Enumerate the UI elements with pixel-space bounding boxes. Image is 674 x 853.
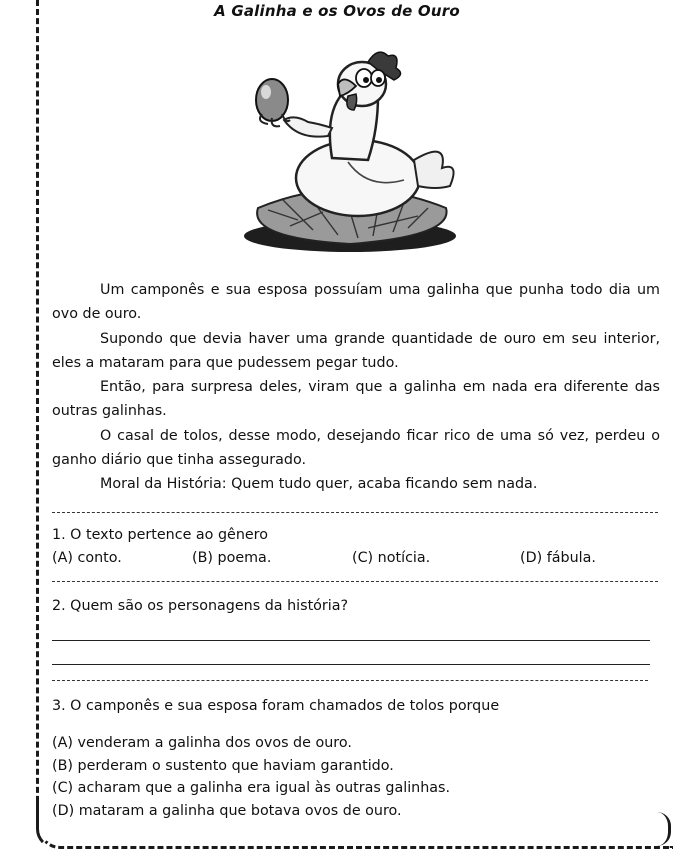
q3-option-c[interactable]: (C) acharam que a galinha era igual às outras galinhas. — [52, 780, 451, 796]
section-separator — [52, 680, 648, 681]
section-separator — [52, 512, 658, 513]
question-3-options — [52, 732, 450, 822]
q3-option-b[interactable]: (B) perderam o sustento que haviam garantido. — [52, 757, 394, 774]
q1-option-d[interactable]: (D) fábula. — [520, 550, 596, 566]
q3-option-d[interactable]: (D) mataram a galinha que botava ovos de ouro. — [52, 802, 402, 819]
q3-option-a[interactable]: (A) venderam a galinha dos ovos de ouro. — [52, 735, 352, 751]
story-paragraph: Então, para surpresa deles, viram que a galinha em nada era diferente das outras galinhas. — [52, 379, 660, 420]
question-1: 1. O texto pertence ao gênero — [52, 527, 268, 543]
question-3: 3. O camponês e sua esposa foram chamados de tolos porque — [52, 698, 500, 714]
q1-option-a[interactable]: (A) conto. — [52, 550, 122, 566]
hen-on-nest-holding-golden-egg-icon — [228, 40, 472, 256]
q1-option-c[interactable]: (C) notícia. — [352, 550, 431, 566]
page-title: A Galinha e os Ovos de Ouro — [214, 2, 460, 20]
page-border-left — [36, 0, 39, 820]
answer-line[interactable] — [52, 664, 650, 665]
page-border-bottom — [38, 818, 673, 849]
question-2: 2. Quem são os personagens da história? — [52, 598, 349, 614]
story-paragraph: Um camponês e sua esposa possuíam uma galinha que punha todo dia um ovo de ouro. — [52, 282, 660, 323]
q1-option-b[interactable]: (B) poema. — [192, 550, 272, 566]
section-separator — [52, 581, 658, 582]
story-text — [52, 278, 660, 497]
answer-line[interactable] — [52, 640, 650, 641]
story-paragraph: O casal de tolos, desse modo, desejando ficar rico de uma só vez, perdeu o ganho diário que tinha assegurado. — [52, 427, 660, 469]
story-moral: Moral da História: Quem tudo quer, acaba ficando sem nada. — [100, 476, 538, 493]
story-paragraph: Supondo que devia haver uma grande quantidade de ouro em seu interior, eles a mataram para que pudessem pegar tudo. — [52, 330, 660, 371]
